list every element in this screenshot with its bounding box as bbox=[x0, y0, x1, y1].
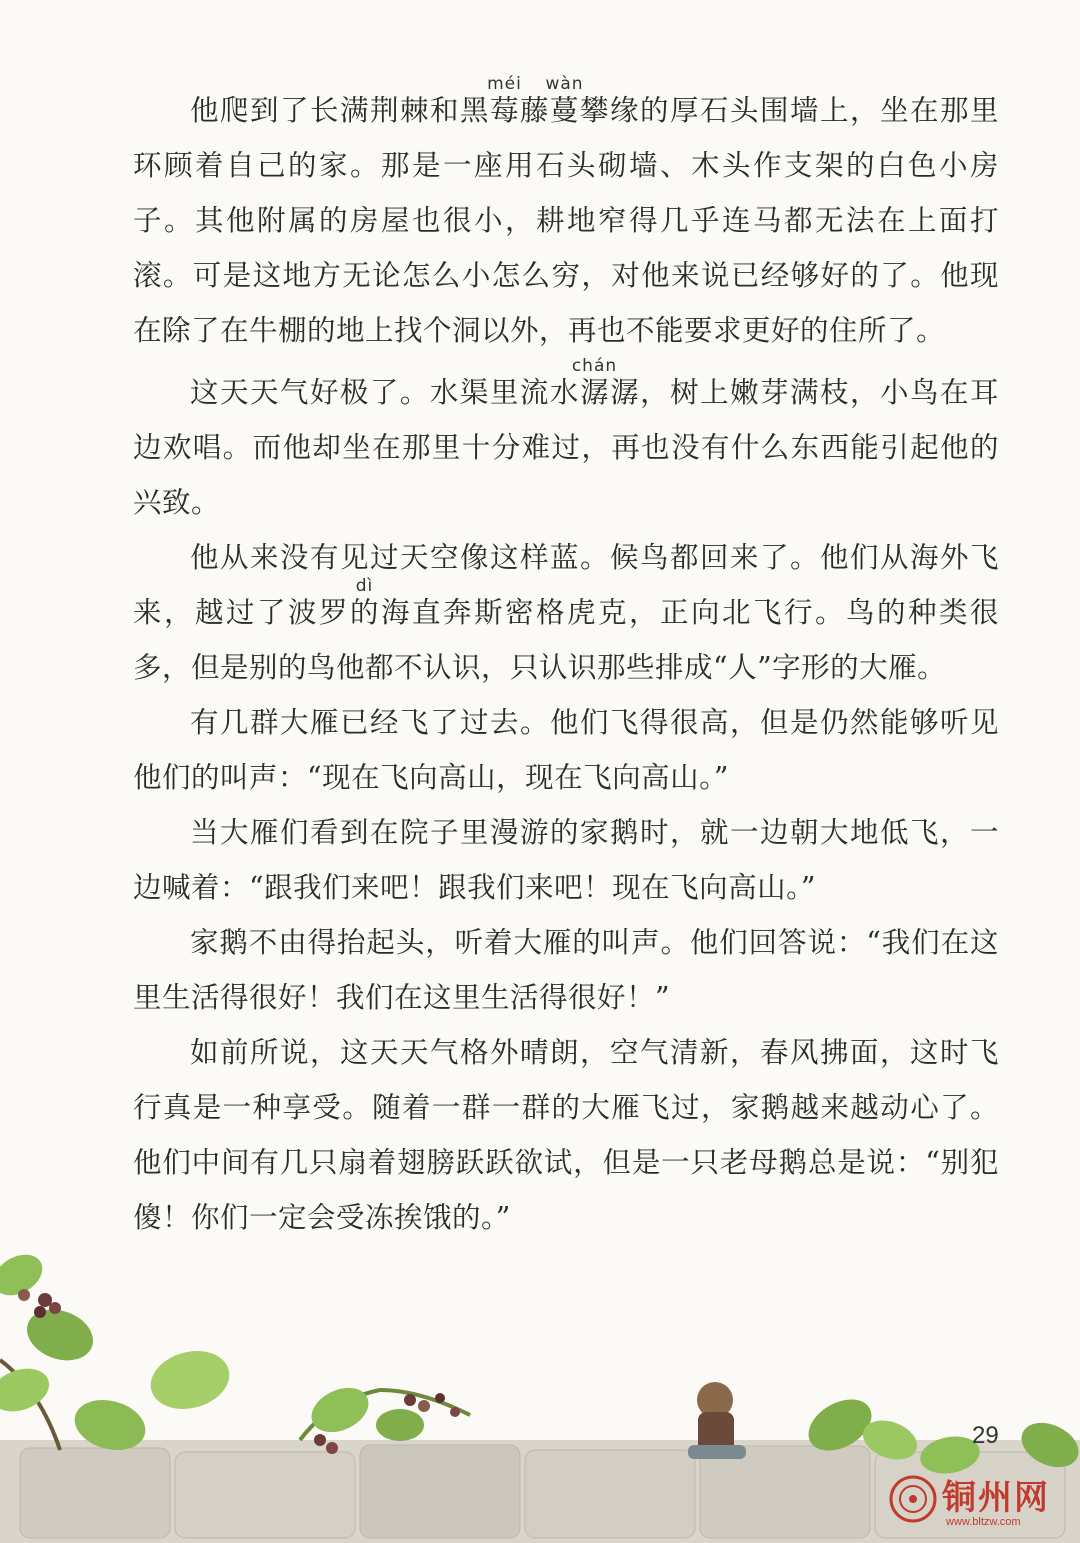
blackberry-branch-icon bbox=[0, 1246, 236, 1457]
annotated-character: 的dì bbox=[350, 576, 381, 629]
pinyin-annotation: chán bbox=[571, 356, 618, 376]
text-run: 有几群大雁已经飞了过去。他们飞得很高，但是仍然能够听见他们的叫声：“现在飞向高山，现在飞向高山。” bbox=[133, 706, 999, 794]
paragraph bbox=[133, 695, 999, 805]
pinyin-annotation: wàn bbox=[545, 74, 584, 94]
pinyin-annotation: méi bbox=[487, 74, 522, 94]
page-number: 29 bbox=[972, 1422, 999, 1449]
text-run: 藤 bbox=[518, 94, 550, 127]
paragraph bbox=[133, 530, 999, 695]
paragraph bbox=[133, 76, 999, 358]
paragraph bbox=[133, 915, 999, 1025]
watermark-name: 铜州网 bbox=[942, 1478, 1050, 1518]
watermark-url: www.bltzw.com bbox=[946, 1516, 1021, 1528]
text-run: 如前所说，这天天气格外晴朗，空气清新，春风拂面，这时飞行真是一种享受。随着一群一群的大雁飞过，家鹅越来越动心了。他们中间有几只扇着翅膀跃跃欲试，但是一只老母鹅总是说：“别犯傻！你们一定会受冻挨饿的。” bbox=[133, 1036, 999, 1234]
text-run: 他从来没有见过天空像这样蓝。候鸟都回来了。他们从海外飞来，越过了波罗 bbox=[133, 541, 999, 629]
annotated-character: 莓méi bbox=[487, 74, 522, 127]
text-run: 当大雁们看到在院子里漫游的家鹅时，就一边朝大地低飞，一边喊着：“跟我们来吧！跟我们来吧！现在飞向高山。” bbox=[133, 816, 999, 904]
paragraph bbox=[133, 358, 999, 530]
boy-sitting-icon bbox=[688, 1382, 746, 1459]
story-text bbox=[133, 76, 999, 1245]
seal-icon bbox=[888, 1474, 938, 1524]
pinyin-annotation: dì bbox=[350, 576, 380, 596]
text-run: 海直奔斯密格虎克，正向北飞行。鸟的种类很多，但是别的鸟他都不认识，只认识那些排成“人”字形的大雁。 bbox=[133, 596, 999, 684]
site-watermark bbox=[884, 1470, 1080, 1543]
annotated-character: 蔓wàn bbox=[545, 74, 584, 127]
annotated-character: 潺chán bbox=[571, 356, 618, 409]
paragraph bbox=[133, 805, 999, 915]
text-run: 这天天气好极了。水渠里流水 bbox=[190, 376, 580, 409]
text-run: 攀缘的厚石头围墙上，坐在那里环顾着自己的家。那是一座用石头砌墙、木头作支架的白色小房子。其他附属的房屋也很小，耕地窄得几乎连马都无法在上面打滚。可是这地方无论怎么小怎么穷，对他来说已经够好的了。他现在除了在牛棚的地上找个洞以外，再也不能要求更好的住所了。 bbox=[133, 94, 999, 347]
text-run: 潺，树上嫩芽满枝，小鸟在耳边欢唱。而他却坐在那里十分难过，再也没有什么东西能引起他的兴致。 bbox=[133, 376, 999, 519]
text-run: 家鹅不由得抬起头，听着大雁的叫声。他们回答说：“我们在这里生活得很好！我们在这里生活得很好！” bbox=[133, 926, 999, 1014]
text-run: 他爬到了长满荆棘和黑 bbox=[190, 94, 490, 127]
paragraph bbox=[133, 1025, 999, 1245]
